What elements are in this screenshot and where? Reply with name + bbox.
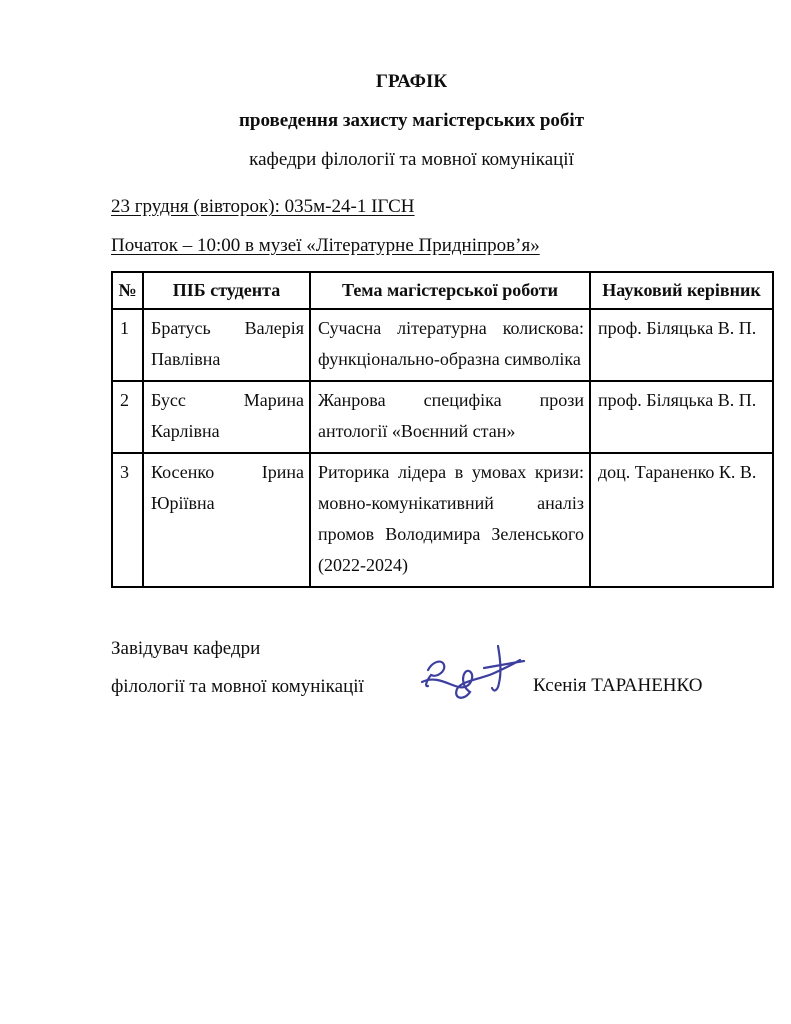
- row-number-cell: 1: [112, 309, 143, 381]
- supervisor-cell: проф. Біляцька В. П.: [590, 309, 773, 381]
- student-name-cell: Братусь Валерія Павлівна: [143, 309, 310, 381]
- signature-block: [111, 630, 751, 740]
- table-row: [112, 309, 773, 381]
- schedule-date-line: [111, 193, 774, 220]
- signatory-role-line2: філології та мовної комунікації: [111, 676, 364, 697]
- signatory-role-line1: Завідувач кафедри: [111, 638, 261, 659]
- schedule-start-line: [111, 232, 774, 259]
- document-subtitle-regular: кафедри філології та мовної комунікації: [249, 149, 574, 170]
- table-row: [112, 453, 773, 587]
- supervisor-cell: проф. Біляцька В. П.: [590, 381, 773, 453]
- signatory-name: Ксенія ТАРАНЕНКО: [533, 675, 703, 696]
- row-number-cell: 2: [112, 381, 143, 453]
- supervisor-cell: доц. Тараненко К. В.: [590, 453, 773, 587]
- student-name-cell: Бусс Марина Карлівна: [143, 381, 310, 453]
- schedule-info: [111, 193, 774, 259]
- table-header-row: [112, 272, 773, 309]
- document-content: [111, 0, 774, 588]
- table-row: [112, 381, 773, 453]
- header-supervisor: Науковий керівник: [590, 272, 773, 309]
- topic-cell: Жанрова специфіка прози антології «Воєнний стан»: [310, 381, 590, 453]
- document-title: ГРАФІК: [375, 71, 448, 92]
- header-number: №: [112, 272, 143, 309]
- schedule-date-text: 23 грудня (вівторок): 035м-24-1 ІГСН: [111, 196, 415, 217]
- defense-schedule-table: [111, 271, 774, 588]
- header-thesis-topic: Тема магістерської роботи: [310, 272, 590, 309]
- topic-cell: Сучасна літературна колискова: функціонально-образна символіка: [310, 309, 590, 381]
- title-block: [111, 0, 712, 179]
- handwritten-signature-icon: [418, 640, 530, 714]
- topic-cell: Риторика лідера в умовах кризи: мовно-комунікативний аналіз промов Володимира Зеленського (2022-2024): [310, 453, 590, 587]
- document-subtitle-bold: проведення захисту магістерських робіт: [238, 110, 585, 131]
- schedule-start-text: Початок – 10:00 в музеї «Літературне Придніпров’я»: [111, 235, 540, 256]
- row-number-cell: 3: [112, 453, 143, 587]
- student-name-cell: Косенко Ірина Юріївна: [143, 453, 310, 587]
- header-student-name: ПІБ студента: [143, 272, 310, 309]
